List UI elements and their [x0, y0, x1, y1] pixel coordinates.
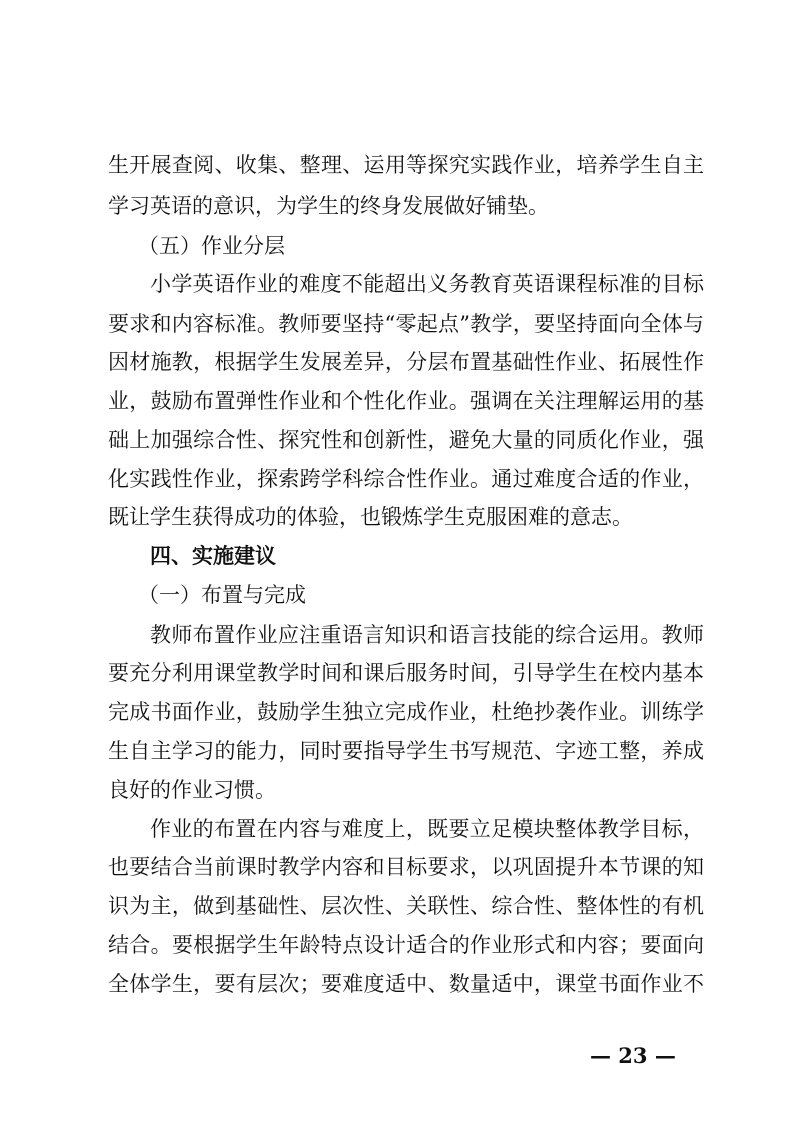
body-text-line: 要充分利用课堂教学时间和课后服务时间，引导学生在校内基本 [108, 661, 704, 685]
body-text-line: 要求和内容标准。教师要坚持“零起点”教学，要坚持面向全体与 [108, 312, 704, 336]
body-text-line: 既让学生获得成功的体验，也锻炼学生克服困难的意志。 [108, 505, 633, 529]
body-text-line: 完成书面作业，鼓励学生独立完成作业，杜绝抄袭作业。训练学 [108, 700, 704, 724]
body-text-line: 生开展查阅、收集、整理、运用等探究实践作业，培养学生自主 [108, 153, 704, 177]
body-text-line: 全体学生，要有层次；要难度适中、数量适中，课堂书面作业不 [108, 972, 704, 996]
body-text-line: 学习英语的意识，为学生的终身发展做好铺垫。 [108, 194, 549, 218]
body-text-line: 结合。要根据学生年龄特点设计适合的作业形式和内容；要面向 [108, 933, 704, 957]
body-text-line: 业，鼓励布置弹性作业和个性化作业。强调在关注理解运用的基 [108, 389, 704, 413]
body-text-line: 因材施教，根据学生发展差异，分层布置基础性作业、拓展性作 [108, 350, 704, 374]
body-text-line: 教师布置作业应注重语言知识和语言技能的综合运用。教师 [150, 623, 704, 647]
body-text-line: 础上加强综合性、探究性和创新性，避免大量的同质化作业，强 [108, 428, 704, 452]
body-text-line: 识为主，做到基础性、层次性、关联性、综合性、整体性的有机 [108, 894, 704, 918]
page-number: — 23 — [590, 1043, 676, 1068]
body-text-line: 作业的布置在内容与难度上，既要立足模块整体教学目标， [150, 817, 704, 841]
subsection-heading-1: （一）布置与完成 [138, 583, 306, 607]
body-text-line: 小学英语作业的难度不能超出义务教育英语课程标准的目标 [150, 272, 704, 296]
subsection-heading-5: （五）作业分层 [138, 234, 285, 258]
body-text-line: 生自主学习的能力，同时要指导学生书写规范、字迹工整，养成 [108, 739, 704, 763]
body-text-line: 良好的作业习惯。 [108, 778, 276, 802]
body-text-line: 也要结合当前课时教学内容和目标要求，以巩固提升本节课的知 [108, 855, 704, 879]
section-heading-4: 四、实施建议 [150, 544, 276, 568]
body-text-line: 化实践性作业，探索跨学科综合性作业。通过难度合适的作业， [108, 467, 704, 491]
